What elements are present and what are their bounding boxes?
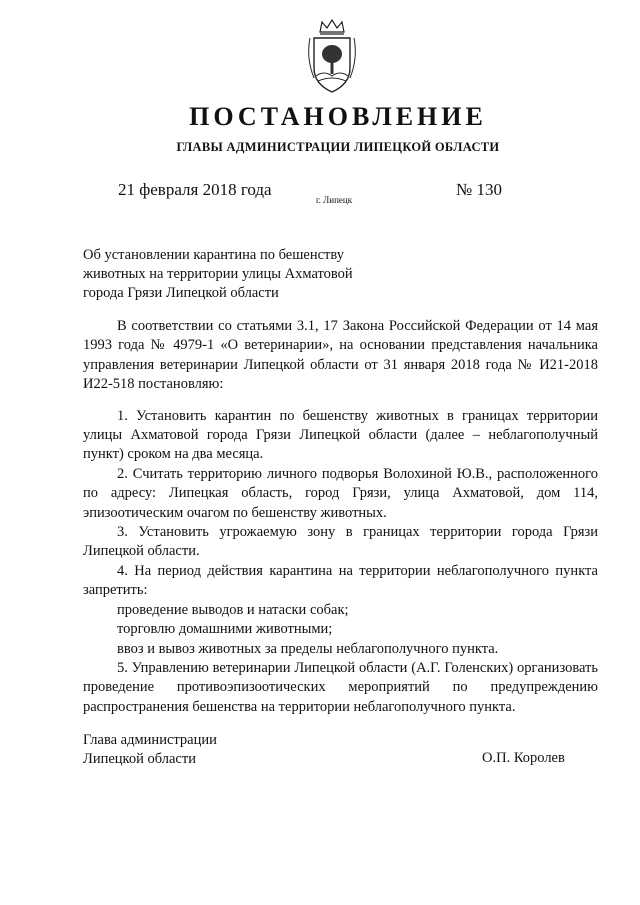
coat-of-arms-icon [300, 18, 364, 96]
document-body [83, 317, 598, 717]
preamble-paragraph: В соответствии со статьями 3.1, 17 Закона Российской Федерации от 14 мая 1993 года № 4979-1 «О ветеринарии», на основании представления начальника управления ветеринарии Липецкой области от 31 января 2018 года № И21-2018 И22-518 постановляю: [83, 318, 598, 393]
prohibition-item: ввоз и вывоз животных за пределы неблагополучного пункта. [117, 640, 499, 657]
document-date: 21 февраля 2018 года [118, 180, 272, 199]
document-subject [83, 246, 403, 303]
document-city: г. Липецк [316, 195, 353, 205]
document-number: № 130 [456, 180, 502, 199]
signature-position-line: Липецкой области [83, 751, 196, 768]
subject-line: Об установлении карантина по бешенству [83, 247, 344, 263]
item-paragraph: 5. Управлению ветеринарии Липецкой области (А.Г. Голенских) организовать проведение противоэпизоотических мероприятий по предупреждению распространения бешенства на территории неблагополучного пункта. [83, 659, 598, 715]
item-paragraph: 3. Установить угрожаемую зону в границах территории города Грязи Липецкой области. [83, 524, 598, 560]
document-title: ПОСТАНОВЛЕНИЕ [189, 102, 487, 131]
signature-name: О.П. Королев [482, 750, 565, 766]
item-paragraph: 4. На период действия карантина на территории неблагополучного пункта запретить: [83, 562, 598, 599]
document-subtitle: ГЛАВЫ АДМИНИСТРАЦИИ ЛИПЕЦКОЙ ОБЛАСТИ [176, 140, 500, 154]
signature-position-line: Глава администрации [83, 732, 217, 748]
signature-position [83, 731, 217, 770]
item-paragraph: 1. Установить карантин по бешенству животных в границах территории улицы Ахматовой города Грязи Липецкой области (далее – неблагополучный пункт) сроком на два месяца. [83, 407, 598, 463]
item-paragraph: 2. Считать территорию личного подворья Волохиной Ю.В., расположенного по адресу: Липецкая область, город Грязи, улица Ахматовой, дом 114, эпизоотическим очагом по бешенству животных. [83, 465, 598, 521]
subject-line: животных на территории улицы Ахматовой [83, 266, 353, 282]
prohibition-item: торговлю домашними животными; [117, 621, 333, 638]
subject-line: города Грязи Липецкой области [83, 285, 279, 301]
prohibition-item: проведение выводов и натаски собак; [117, 601, 349, 618]
